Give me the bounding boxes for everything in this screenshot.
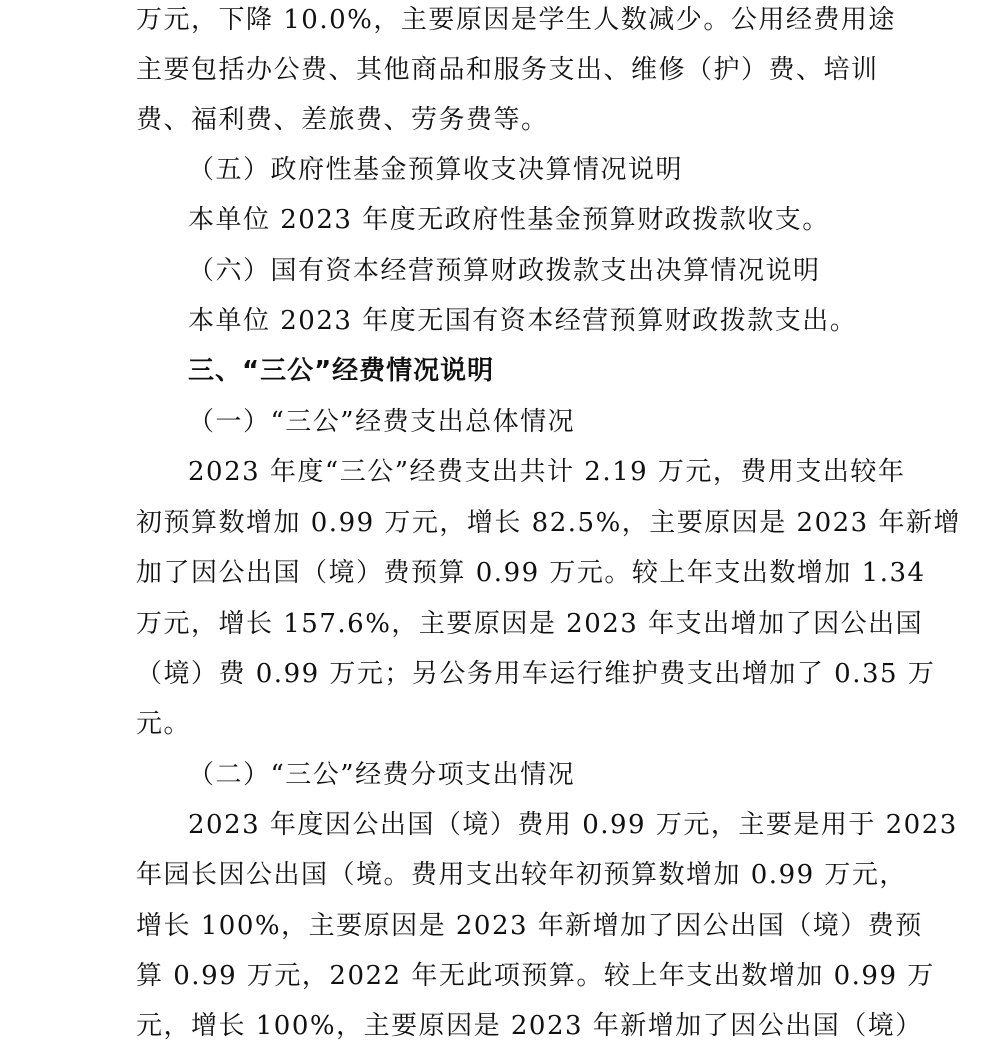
section-heading: （六）国有资本经营预算财政拨款支出决算情况说明 <box>188 256 821 286</box>
paragraph-line: 费、福利费、差旅费、劳务费等。 <box>136 105 549 135</box>
paragraph-line: 算 0.99 万元，2022 年无此项预算。较上年支出数增加 0.99 万 <box>136 961 935 991</box>
paragraph-line: 万元，下降 10.0%，主要原因是学生人数减少。公用经费用途 <box>136 5 896 35</box>
paragraph-line: 元。 <box>136 709 192 739</box>
paragraph-line: 2023 年度因公出国（境）费用 0.99 万元，主要是用于 2023 <box>188 810 958 840</box>
section-body: 本单位 2023 年度无国有资本经营预算财政拨款支出。 <box>188 306 858 336</box>
section-heading: （五）政府性基金预算收支决算情况说明 <box>188 155 684 185</box>
paragraph-line: 2023 年度“三公”经费支出共计 2.19 万元，费用支出较年 <box>188 457 906 487</box>
paragraph-line: 主要包括办公费、其他商品和服务支出、维修（护）费、培训 <box>136 55 879 85</box>
paragraph-line: （境）费 0.99 万元；另公务用车运行维护费支出增加了 0.35 万 <box>136 659 936 689</box>
subsection-heading: （一）“三公”经费支出总体情况 <box>188 407 576 437</box>
subsection-heading: （二）“三公”经费分项支出情况 <box>188 760 576 790</box>
paragraph-line: 万元，增长 157.6%，主要原因是 2023 年支出增加了因公出国 <box>136 609 924 639</box>
part-heading: 三、“三公”经费情况说明 <box>188 356 495 386</box>
section-body: 本单位 2023 年度无政府性基金预算财政拨款收支。 <box>188 205 830 235</box>
paragraph-line: 增长 100%，主要原因是 2023 年新增加了因公出国（境）费预 <box>136 911 923 941</box>
paragraph-line: 元，增长 100%，主要原因是 2023 年新增加了因公出国（境） <box>136 1011 923 1041</box>
paragraph-line: 加了因公出国（境）费预算 0.99 万元。较上年支出数增加 1.34 <box>136 558 926 588</box>
paragraph-line: 初预算数增加 0.99 万元，增长 82.5%，主要原因是 2023 年新增 <box>136 508 961 538</box>
paragraph-line: 年园长因公出国（境。费用支出较年初预算数增加 0.99 万元， <box>136 860 907 890</box>
